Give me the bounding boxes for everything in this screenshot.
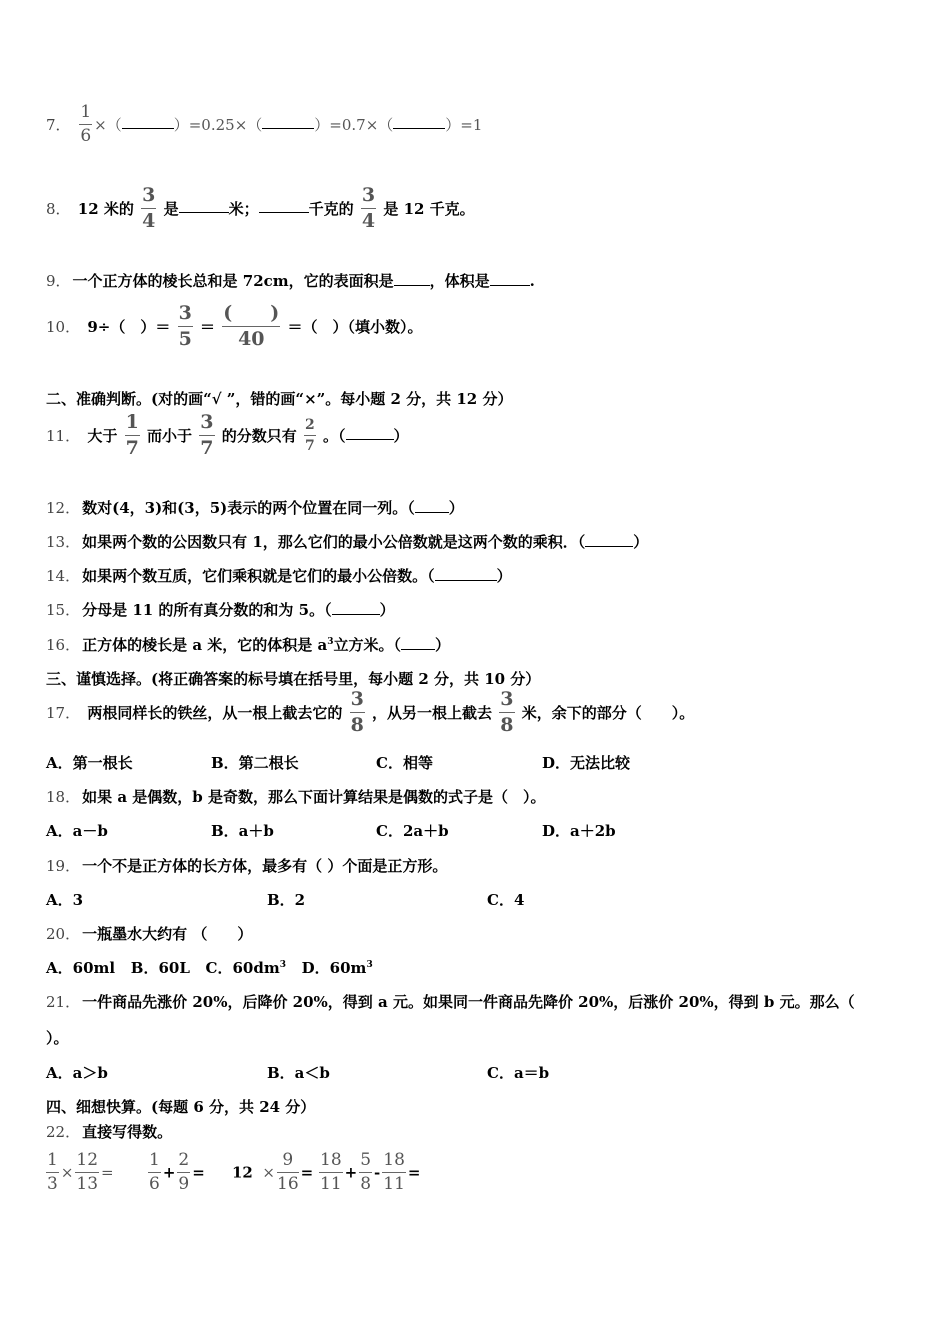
option-a[interactable]: A．第一根长 [46, 754, 133, 772]
question-21-continued: ）。 [46, 1029, 69, 1047]
question-13: 13． 如果两个数的公因数只有 1，那么它们的最小公倍数就是这两个数的乘积．（ ） [46, 533, 649, 551]
fraction: $\frac{18}{11}$ [320, 1150, 342, 1194]
question-number: 17． [46, 704, 81, 722]
question-11: 11． 大于 $\frac{1}{7}$ 而小于 $\frac{3}{7}$ 的分数只有 $\frac{2}{7}$ 。（ ） [46, 411, 409, 459]
fraction: $\frac{18}{11}$ [383, 1150, 405, 1194]
option-b[interactable]: B．第二根长 [211, 754, 299, 772]
fraction: $\frac{3}{8}$ [500, 688, 514, 736]
section-heading: 三、谨慎选择。(将正确答案的标号填在括号里，每小题 2 分，共 10 分） [46, 670, 541, 688]
option-c[interactable]: C．4 [487, 891, 525, 909]
option-c[interactable]: C．a＝b [487, 1064, 550, 1082]
answer-blank[interactable] [585, 545, 633, 547]
question-number: 16． [46, 636, 81, 654]
answer-blank[interactable] [346, 438, 394, 440]
fraction: $\frac{1}{7}$ [125, 411, 139, 459]
options-21 [46, 1062, 549, 1083]
question-number: 15． [46, 601, 81, 619]
answer-blank[interactable] [393, 127, 445, 129]
option-c[interactable]: C．相等 [376, 754, 433, 772]
answer-blank[interactable] [262, 127, 314, 129]
fraction: $\frac{1}{6}$ [80, 102, 92, 146]
fraction: $\frac{2}{7}$ [305, 417, 315, 454]
option-c[interactable]: C．2a＋b [376, 822, 449, 840]
question-12: 12． 数对(4，3)和(3，5)表示的两个位置在同一列。（ ） [46, 499, 464, 517]
options-17 [46, 752, 630, 773]
question-number: 8． [46, 200, 71, 218]
fraction: $\frac{3}{8}$ [350, 688, 364, 736]
option-b[interactable]: B．2 [267, 891, 306, 909]
answer-blank[interactable] [394, 284, 430, 286]
fraction: $\frac{3}{4}$ [142, 184, 156, 232]
fraction: $\frac{1}{3}$ [47, 1150, 58, 1194]
options-18 [46, 820, 616, 841]
question-number: 21． [46, 993, 81, 1011]
question-22: 22． 直接写得数。 [46, 1123, 173, 1141]
question-20: 20． 一瓶墨水大约有 （ ） [46, 925, 253, 943]
question-14: 14． 如果两个数互质，它们乘积就是它们的最小公倍数。（ ） [46, 567, 512, 585]
question-number: 22． [46, 1123, 81, 1141]
option-a[interactable]: A．a－b [46, 822, 108, 840]
question-18: 18． 如果 a 是偶数，b 是奇数，那么下面计算结果是偶数的式子是（ ）。 [46, 788, 546, 806]
fraction: $\frac{2}{9}$ [178, 1150, 190, 1194]
question-number: 10． [46, 318, 81, 336]
option-d[interactable]: D．a＋2b [542, 822, 616, 840]
question-8: 8． 12 米的 $\frac{3}{4}$ 是 米； 千克的 $\frac{3}{4}$ 是 12 千克。 [46, 184, 475, 232]
fraction: $\frac{3}{4}$ [361, 184, 376, 232]
expression-1: $\frac{1}{3}$ × $\frac{12}{13}$ = [47, 1150, 114, 1194]
question-number: 9． [46, 272, 71, 290]
question-9: 9． 一个正方体的棱长总和是 72cm，它的表面积是 ，体积是 . [46, 272, 535, 290]
expression-3: 12 × $\frac{9}{16}$ = [232, 1150, 314, 1194]
expression-2: $\frac{1}{6}$ + $\frac{2}{9}$ = [149, 1150, 205, 1194]
option-d[interactable]: D．$60m^3$ [301, 959, 373, 977]
question-number: 20． [46, 925, 81, 943]
answer-blank[interactable] [179, 211, 229, 213]
fraction: $\frac{3}{7}$ [200, 411, 214, 459]
fraction: $\frac{9}{16}$ [277, 1150, 299, 1194]
question-number: 19． [46, 857, 81, 875]
question-15: 15． 分母是 11 的所有真分数的和为 5。（ ） [46, 601, 395, 619]
question-number: 14． [46, 567, 81, 585]
option-c[interactable]: C．$60dm^3$ [205, 959, 286, 977]
option-d[interactable]: D．无法比较 [542, 754, 631, 772]
option-b[interactable]: B．a＜b [267, 1064, 330, 1082]
option-b[interactable]: B．a＋b [211, 822, 274, 840]
question-17: 17． 两根同样长的铁丝，从一根上截去它的 $\frac{3}{8}$ ，从另一根上截去 $\frac{3}{8}$ 米，余下的部分（ ）。 [46, 688, 695, 736]
fraction: $\frac{12}{13}$ [76, 1150, 99, 1194]
answer-blank[interactable] [415, 511, 449, 513]
option-b[interactable]: B．60L [130, 959, 190, 977]
answer-blank[interactable] [490, 284, 530, 286]
answer-blank[interactable] [435, 579, 497, 581]
option-a[interactable]: A．60ml [46, 959, 116, 977]
answer-blank[interactable] [122, 127, 174, 129]
question-number: 13． [46, 533, 81, 551]
options-20 [46, 957, 373, 978]
question-number: 18． [46, 788, 81, 806]
expression-4: $\frac{18}{11}$ + $\frac{5}{8}$ - $\frac{18}{11}$ = [320, 1150, 421, 1194]
question-10: 10． 9÷（ ）＝ $\frac{3}{5}$ ＝ $\frac{( )}{40}$ ＝（ ）（填小数）。 [46, 302, 423, 350]
question-7: 7． $\frac{1}{6}$ ×（ ）=0.25×（ ）=0.7×（ ）=1 [46, 102, 483, 146]
question-number: 7． [46, 116, 71, 134]
fraction: $\frac{1}{6}$ [149, 1150, 160, 1194]
section-heading: 二、准确判断。(对的画“√ ”，错的画“×”。每小题 2 分，共 12 分） [46, 390, 513, 408]
section-heading: 四、细想快算。(每题 6 分，共 24 分） [46, 1098, 316, 1116]
question-number: 12． [46, 499, 81, 517]
option-a[interactable]: A．a＞b [46, 1064, 108, 1082]
answer-blank[interactable] [259, 211, 309, 213]
options-19 [46, 889, 524, 910]
answer-blank[interactable] [332, 613, 380, 615]
option-a[interactable]: A．3 [46, 891, 84, 909]
question-16: 16． 正方体的棱长是 a 米，它的体积是 $a^3$立方米。（ ） [46, 636, 450, 654]
fraction: $\frac{3}{5}$ [178, 302, 192, 350]
fraction: $\frac{( )}{40}$ [223, 302, 280, 350]
question-number: 11． [46, 427, 81, 445]
question-19: 19． 一个不是正方体的长方体，最多有（ ）个面是正方形。 [46, 857, 448, 875]
question-21: 21． 一件商品先涨价 20%，后降价 20%，得到 a 元。如果同一件商品先降价 20%，后涨价 20%，得到 b 元。那么（ [46, 993, 855, 1011]
answer-blank[interactable] [401, 648, 435, 650]
fraction: $\frac{5}{8}$ [360, 1150, 372, 1194]
